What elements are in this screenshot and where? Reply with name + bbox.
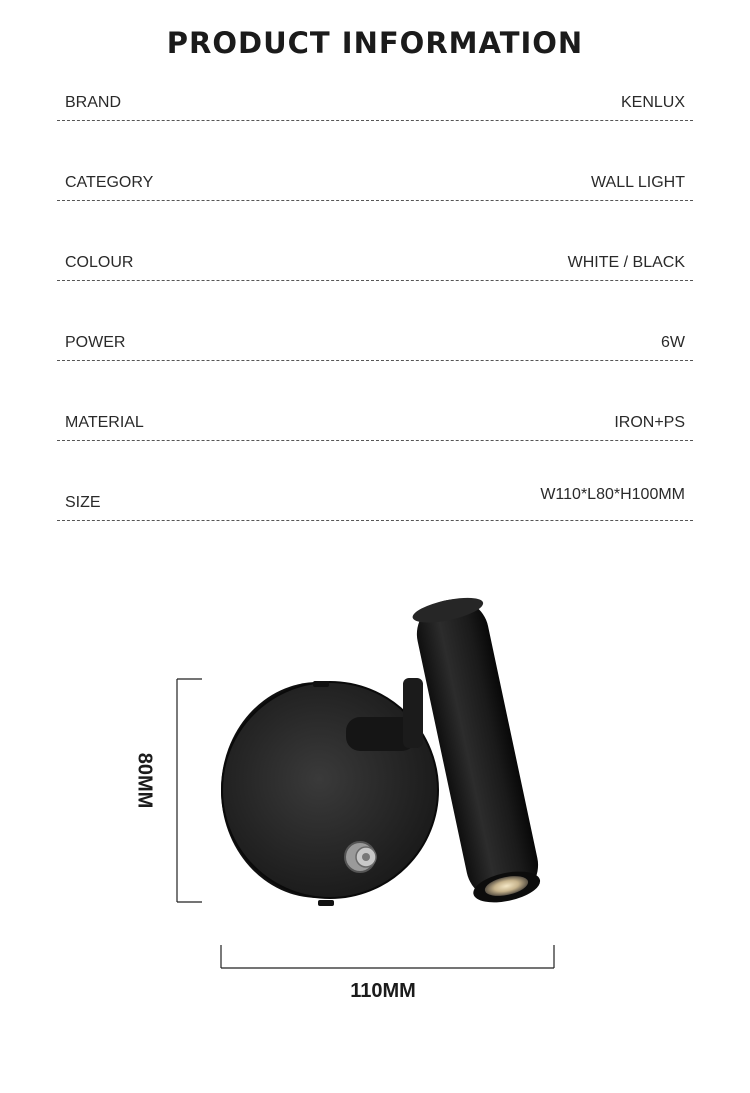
wall-light-product-image [0,560,750,1040]
page-title: PRODUCT INFORMATION [166,26,584,60]
width-dimension-bracket [221,945,554,968]
spec-value: KENLUX [620,94,685,111]
height-dimension-label: 80MM [133,752,156,809]
spec-value: W110*L80*H100MM [540,486,685,503]
spec-label: MATERIAL [65,414,144,431]
spec-row-material [57,360,693,441]
height-dimension-bracket [177,679,202,902]
spec-label: SIZE [65,494,101,511]
spec-label: BRAND [65,94,122,111]
spec-row-size [57,440,693,521]
width-dimension-label: 110MM [350,980,416,1002]
spec-value: IRON+PS [614,414,685,431]
spec-value: 6W [661,334,685,351]
spec-row-category [57,120,693,201]
spec-value: WALL LIGHT [591,174,685,191]
switch-knob [345,842,376,872]
spec-label: POWER [65,334,126,351]
spec-label: CATEGORY [65,174,154,191]
spec-row-colour [57,200,693,281]
spec-value: WHITE / BLACK [567,254,685,271]
spec-label: COLOUR [65,254,134,271]
spec-row-power [57,280,693,361]
spec-row-brand [57,40,693,121]
